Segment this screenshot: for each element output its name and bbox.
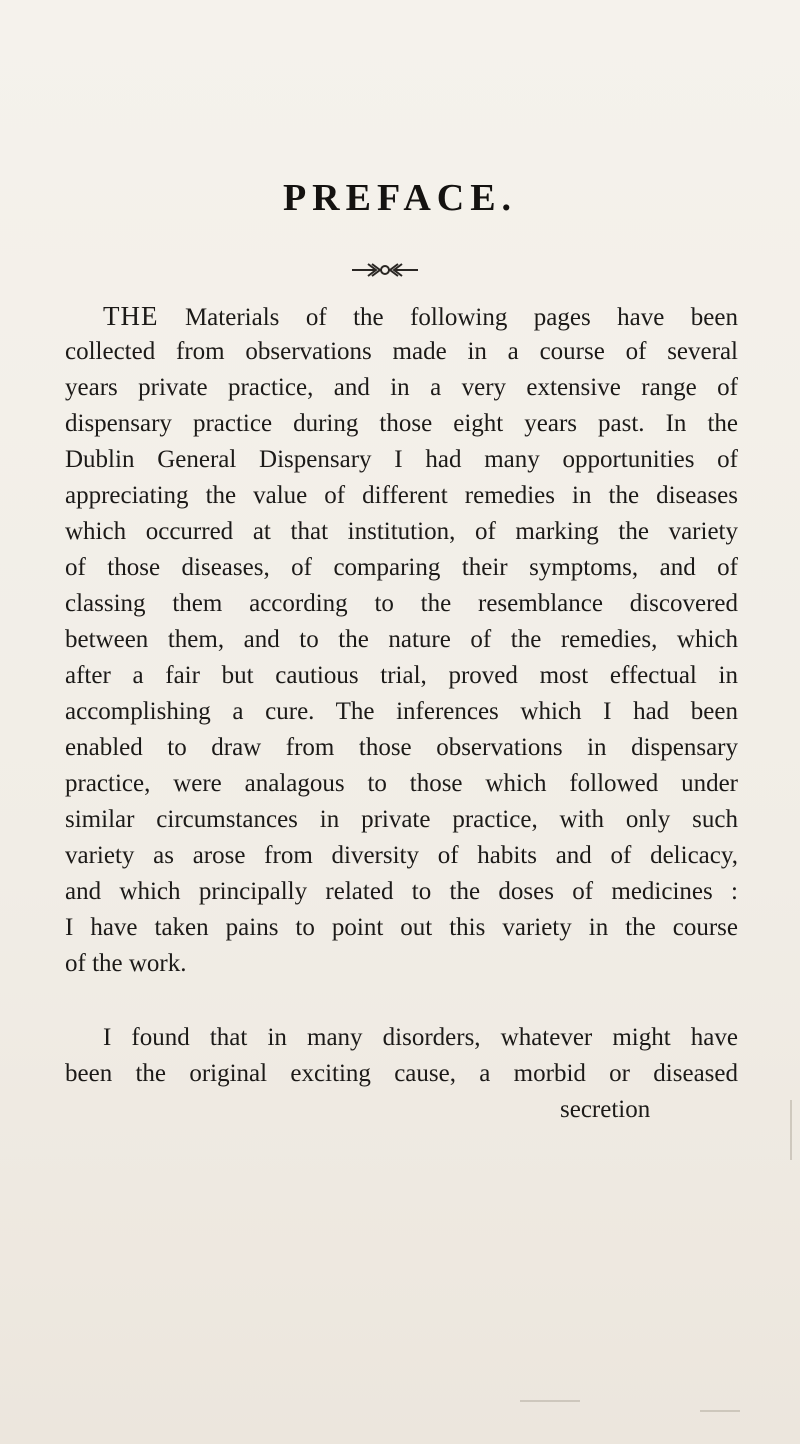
text-line: variety as arose from diversity of habits and of delicacy, xyxy=(65,842,738,869)
opening-word: THE xyxy=(103,301,159,331)
text-line: after a fair but cautious trial, proved most effectual in xyxy=(65,662,738,689)
paper-blemish xyxy=(790,1100,792,1160)
text-line: classing them according to the resemblance discovered xyxy=(65,590,738,617)
text-line: of those diseases, of comparing their symptoms, and of xyxy=(65,554,738,581)
text-line: between them, and to the nature of the remedies, which xyxy=(65,626,738,653)
paragraph-1 xyxy=(65,298,738,982)
text-line: collected from observations made in a course of several xyxy=(65,338,738,365)
text-line: dispensary practice during those eight years past. In the xyxy=(65,410,738,437)
page-title: PREFACE. xyxy=(282,177,518,219)
text-line: Dublin General Dispensary I had many opportunities of xyxy=(65,446,738,473)
paper-blemish xyxy=(520,1400,580,1402)
paragraph-2 xyxy=(65,1020,738,1092)
text-line: accomplishing a cure. The inferences which I had been xyxy=(65,698,738,725)
text-line: of the work. xyxy=(65,950,187,977)
text-line: been the original exciting cause, a morbid or diseased xyxy=(65,1060,738,1087)
text-line: and which principally related to the doses of medicines : xyxy=(65,878,738,905)
text-line: THE Materials of the following pages have been xyxy=(103,301,738,331)
text-line: appreciating the value of different remedies in the diseases xyxy=(65,482,738,509)
text-line: enabled to draw from those observations in dispensary xyxy=(65,734,738,761)
text-line: which occurred at that institution, of marking the variety xyxy=(65,518,738,545)
text-line: years private practice, and in a very extensive range of xyxy=(65,374,738,401)
text-line: practice, were analagous to those which followed under xyxy=(65,770,738,797)
catchword: secretion xyxy=(560,1096,651,1123)
text-line: similar circumstances in private practice, with only such xyxy=(65,806,738,833)
text-line: I found that in many disorders, whatever might have xyxy=(103,1024,738,1051)
paper-blemish xyxy=(700,1410,740,1412)
text-line: I have taken pains to point out this variety in the course xyxy=(65,914,738,941)
ornament-icon xyxy=(350,260,420,280)
